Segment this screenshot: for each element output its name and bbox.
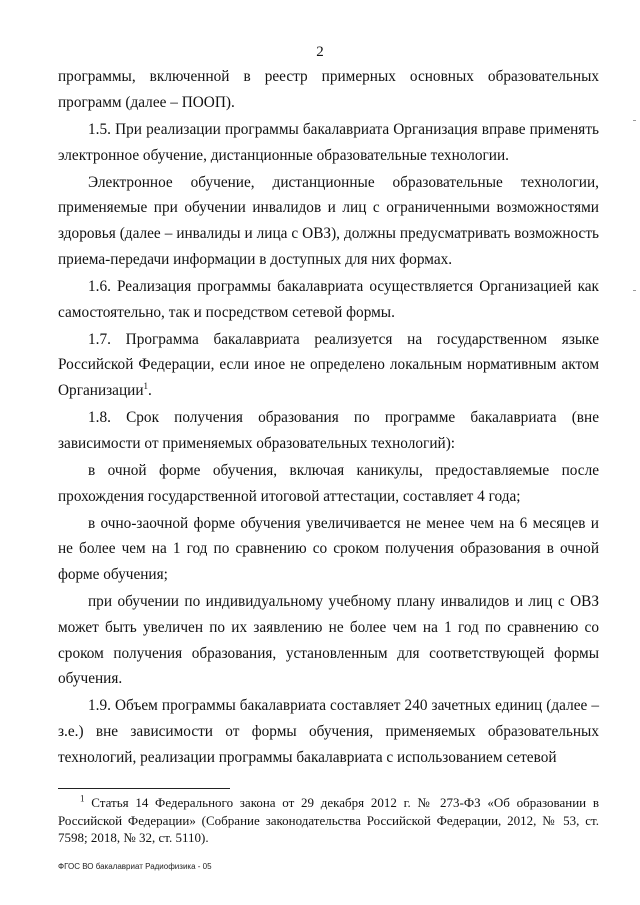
footnote-marker: 1 [80,793,85,804]
paragraph-1-8: 1.8. Срок получения образования по программе бакалавриата (вне зависимости от применяемых образовательных технологий): [58,409,599,452]
paragraph-1-7-text: 1.7. Программа бакалавриата реализуется на государственном языке Российской Федерации, если иное не определено локальным нормативным актом Организации [58,330,599,399]
paragraph-individual-plan: при обучении по индивидуальному учебному плану инвалидов и лиц с ОВЗ может быть увеличен по их заявлению не более чем на 1 год по сравнению со сроком получения образования, установленным для соответствующей формы обучения. [58,593,599,688]
page-number: 2 [316,44,324,60]
scan-edge-mark [633,120,636,121]
footnote-reference: 1 [143,380,149,391]
paragraph-1-9: 1.9. Объем программы бакалавриата составляет 240 зачетных единиц (далее – з.е.) вне зависимости от формы обучения, применяемых образовательных технологий, реализации программы бакалавриата с использованием сетевой [58,697,599,766]
footnote-divider [58,788,230,789]
paragraph-1-7 [58,327,599,404]
paragraph-1: программы, включенной в реестр примерных основных образовательных программ (далее – ПООП). [58,68,599,111]
paragraph-1-7-tail: . [148,382,152,399]
paragraph-e-learning: Электронное обучение, дистанционные образовательные технологии, применяемые при обучении инвалидов и лиц с ограниченными возможностями здоровья (далее – инвалиды и лица с ОВЗ), должны предусматривать возможность приема-передачи информации в доступных для них формах. [58,173,599,268]
footnote-text: Статья 14 Федерального закона от 29 декабря 2012 г. № 273-ФЗ «Об образовании в Российской Федерации» (Собрание законодательства Российской Федерации, 2012, № 53, ст. 7598; 2018, № 32, ст. 5110). [58,795,600,845]
paragraph-1-6: 1.6. Реализация программы бакалавриата осуществляется Организацией как самостоятельно, так и посредством сетевой формы. [58,277,599,321]
footnote [58,794,599,847]
body-text [58,64,599,772]
scan-edge-mark [633,290,636,291]
paragraph-1-5: 1.5. При реализации программы бакалавриата Организация вправе применять электронное обучение, дистанционные образовательные технологии. [58,120,599,164]
paragraph-full-time: в очной форме обучения, включая каникулы, предоставляемые после прохождения государственной итоговой аттестации, составляет 4 года; [58,461,599,505]
footer-note: ФГОС ВО бакалавриат Радиофизика - 05 [58,862,212,871]
paragraph-part-time: в очно-заочной форме обучения увеличивается не менее чем на 6 месяцев и не более чем на 1 год по сравнению со сроком получения образования в очной форме обучения; [58,514,599,584]
